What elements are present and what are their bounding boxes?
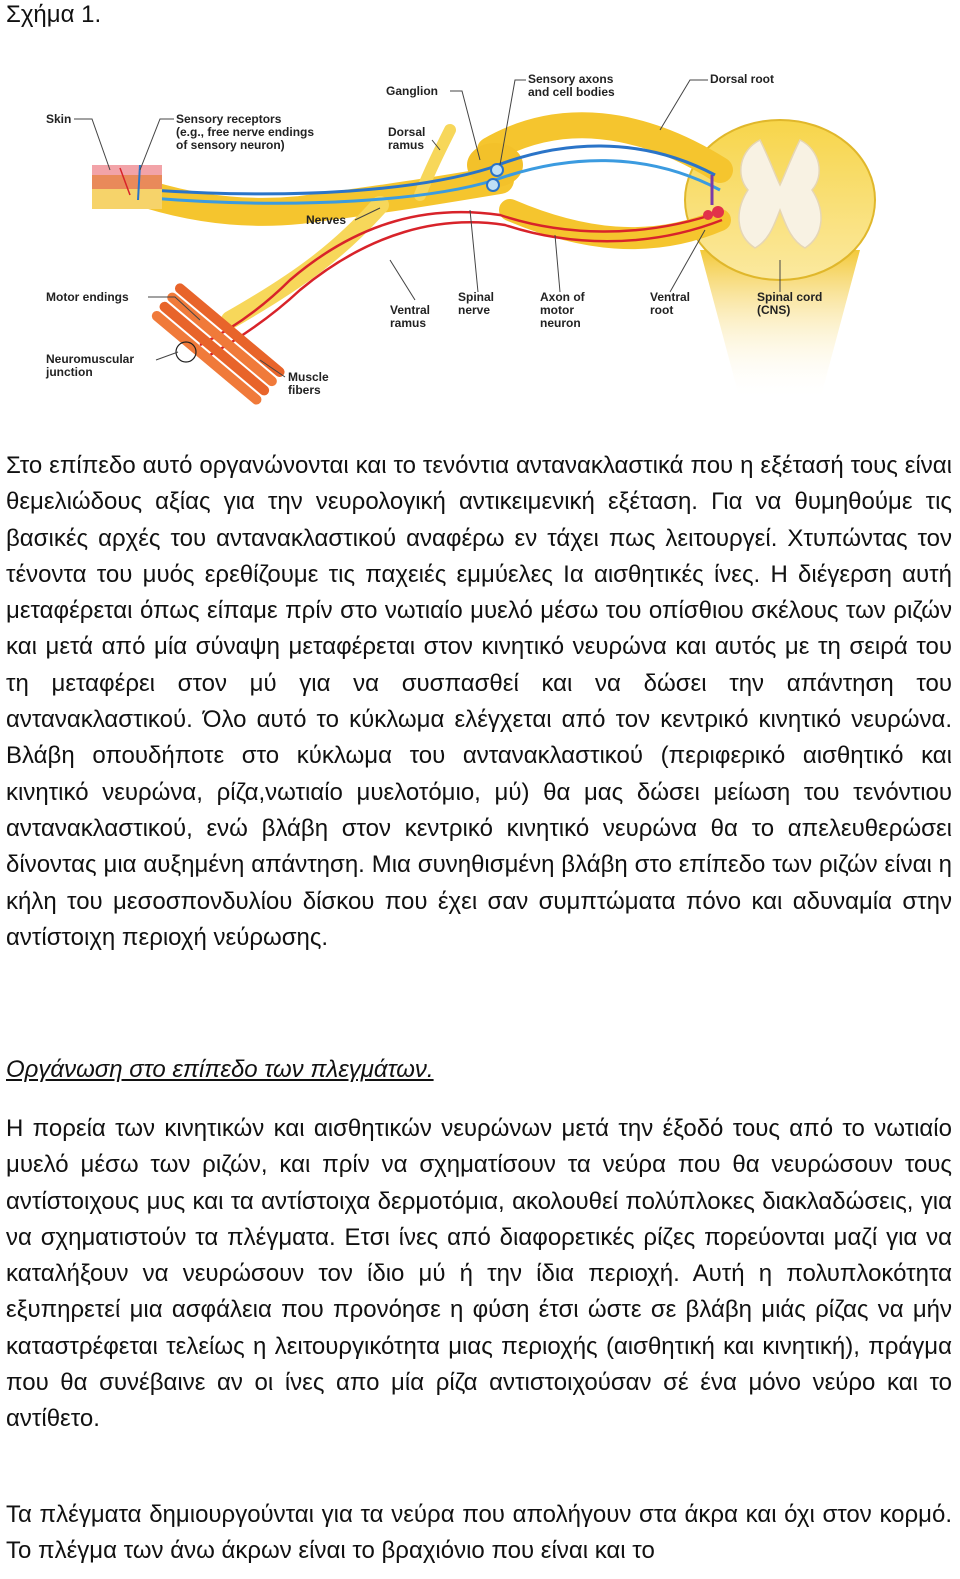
label-motor-endings: Motor endings bbox=[46, 290, 129, 304]
label-ganglion: Ganglion bbox=[386, 84, 438, 98]
spinal-reflex-diagram bbox=[0, 60, 960, 405]
label-nerves: Nerves bbox=[306, 213, 347, 227]
label-spinal-nerve: Spinal nerve bbox=[458, 290, 495, 317]
label-dorsal-ramus: Dorsal ramus bbox=[388, 125, 426, 152]
motor-neuron-body bbox=[703, 210, 713, 220]
label-axon-motor-neuron: Axon of motor neuron bbox=[540, 290, 585, 330]
sensory-cell-body bbox=[491, 164, 503, 176]
label-sensory-axons: Sensory axons and cell bodies bbox=[528, 72, 615, 99]
figure-caption: Σχήμα 1. bbox=[6, 1, 102, 28]
body-paragraph: Η πορεία των κινητικών και αισθητικών νευρώνων μετά την έξοδό τους από το νωτιαίο μυελό μέσω των ριζών, και πρίν να σχηματίσουν τα νεύρα που θα νευρώσουν τους αντίστοιχους μυς και τα αντίστοιχα δερμοτόμια, ακολουθεί πολύπλοκες διακλαδώσεις, για να σχηματιστούν τα πλέγματα. Ετσι ίνες από διαφορετικές ρίζες πορεύονται μαζί για να καταλήξουν να νευρώσουν τον ίδιο μύ ή την ίδια περιοχή. Αυτή η πολυπλοκότητα εξυπηρετεί μια ασφάλεια που προνόησε η φύση έτσι ώστε σε βλάβη μιάς ρίζας να μήν καταστρέφεται τελείως η λειτουργικότητα μιας περιοχής (αισθητική και κινητική), πράγμα που θα συνέβαινε αν οι ίνες απο μία ρίζα αντιστοιχούσαν σέ ένα μόνο νεύρο και το αντίθετο. bbox=[6, 1115, 952, 1433]
label-skin: Skin bbox=[46, 112, 72, 126]
body-paragraph: Στο επίπεδο αυτό οργανώνονται και το τενόντια αντανακλαστικά που η εξέτασή τους είναι θεμελιώδους αξίας για την νευρολογική αντικειμενική εξέταση. Για να θυμηθούμε τις βασικές αρχές του αντανακλαστικού αναφέρω εν τάχει πως λειτουργεί. Χτυπώντας τον τένοντα του μυός ερεθίζουμε τις παχειές εμμύελες Ια αισθητικές ίνες. Η διέγερση αυτή μεταφέρεται όπως είπαμε πρίν στο νωτιαίο μυελό μέσω του οπίσθιου σκέλους των ριζών και μετά από μία σύναψη μεταφέρεται στον κινητικό νευρώνα και αυτός με τη σειρά του τη μεταφέρει στον μύ για να συσπασθεί και να δώσει την απάντηση του αντανακλαστικού. Όλο αυτό το κύκλωμα ελέγχεται από τον κεντρικό κινητικό νευρώνα. Βλάβη οπουδήποτε στο κύκλωμα του αντανακλαστικού (περιφερικό αισθητικό και κινητικό νευρώνα, ρίζα,νωτιαίο μυελοτόμιο, μύ) θα μας δώσει μείωση του τενόντιου αντανακλαστικού, ενώ βλάβη στον κεντρικό κινητικό νευρώνα θα το απελευθερώσει δίνοντας μια αυξημένη απάντηση. Μια συνηθισμένη βλάβη στο επίπεδο των ριζών είναι η κήλη του μεσοσπονδυλίου δίσκου που έχει σαν συμπτώματα πόνο και αδυναμία στην αντίστοιχη περιοχή νεύρωσης. bbox=[6, 452, 952, 951]
body-paragraph: Τα πλέγματα δημιουργούνται για τα νεύρα που απολήγουν στα άκρα και όχι στον κορμό. Το πλέγμα των άνω άκρων είναι το βραχιόνιο που είναι και το bbox=[6, 1501, 952, 1565]
label-ventral-ramus: Ventral ramus bbox=[390, 303, 431, 330]
motor-neuron-body bbox=[712, 206, 724, 218]
label-dorsal-root: Dorsal root bbox=[710, 72, 775, 86]
section-heading: Οργάνωση στο επίπεδο των πλεγμάτων. bbox=[6, 1056, 434, 1083]
label-sensory-receptors: Sensory receptors (e.g., free nerve endings of sensory neuron) bbox=[176, 112, 315, 152]
label-ventral-root: Ventral root bbox=[650, 290, 691, 317]
sensory-cell-body bbox=[487, 179, 499, 191]
skin-block bbox=[92, 165, 162, 209]
label-muscle-fibers: Muscle fibers bbox=[288, 370, 329, 397]
label-spinal-cord: Spinal cord (CNS) bbox=[757, 290, 823, 317]
dorsal-root-nerve bbox=[490, 125, 720, 170]
label-neuromuscular-junction: Neuromuscular junction bbox=[46, 352, 135, 379]
spinal-nerve-trunk bbox=[150, 180, 500, 212]
